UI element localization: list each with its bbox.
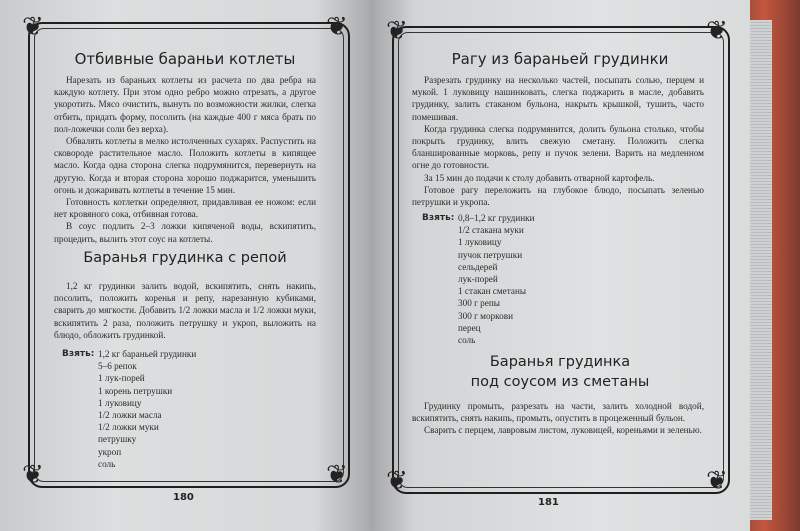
paragraph: Готовое рагу переложить на глубокое блюдо, посыпать зеленью петрушки и укропа. xyxy=(412,184,704,208)
corner-ornament-icon: ❦ xyxy=(326,12,348,42)
ingredients-label: Взять: xyxy=(62,349,95,359)
ingredient-item: 1,2 кг бараньей грудинки xyxy=(98,349,197,359)
ingredients-block xyxy=(62,348,282,488)
recipe-title: Баранья грудинка с репой xyxy=(83,250,287,266)
recipe-title: Отбивные бараньи котлеты xyxy=(74,50,296,68)
ingredient-item: перец xyxy=(458,322,481,333)
ingredient-item: 0,8–1,2 кг грудинки xyxy=(458,213,535,223)
recipe-text xyxy=(412,74,704,208)
ingredient-item: 5–6 репок xyxy=(98,361,137,372)
recipe-title-line: Баранья грудинка xyxy=(489,354,631,370)
ingredient-item: лук-порей xyxy=(458,274,498,285)
page-number: 180 xyxy=(173,492,194,503)
ingredients-label: Взять: xyxy=(422,213,455,223)
ingredient-item: 1 корень петрушки xyxy=(98,385,173,396)
paragraph: Обвалять котлеты в мелко истолченных сухарях. Распустить на сковороде растительное масло. Положить котлеты в кипящее масло. Когда одна сторона слегка подрумянится, перевернуть на другую. Когда и вторая сторона хорошо поджарится, уменьшить огонь и дожаривать котлеты в течение 15 мин. xyxy=(54,136,316,195)
ingredient-item: петрушку xyxy=(98,434,137,445)
left-page xyxy=(0,0,370,531)
corner-ornament-icon: ❦ xyxy=(326,460,348,490)
paragraph: Когда грудинка слегка подрумянится, долить бульона столько, чтобы покрыть грудинку, влить свежую сметану. Положить слегка бланшированные морковь, репу и пучок зелени. Варить на медленном огне до готовности. xyxy=(412,123,704,171)
ingredient-item: 300 г моркови xyxy=(458,310,513,321)
ingredient-item: 1 лук-порей xyxy=(98,373,145,384)
paragraph: Разрезать грудинку на несколько частей, посыпать солью, перцем и мукой. 1 луковицу нашинковать, слегка поджарить в масле, добавить грудинку, залить стаканом бульона, накрыть крышкой, тушить, часто помешивая. xyxy=(412,75,704,122)
ingredients-list xyxy=(98,348,196,470)
ingredient-item: сельдерей xyxy=(458,261,498,272)
paragraph: В соус подлить 2–3 ложки кипяченой воды, вскипятить, процедить, вылить этот соус на котлеты. xyxy=(54,221,316,244)
ingredient-item: 1 стакан сметаны xyxy=(458,286,527,297)
ingredient-item: соль xyxy=(458,335,476,346)
corner-ornament-icon: ❦ xyxy=(386,16,408,46)
ingredient-item: 1/2 ложки масла xyxy=(98,410,162,421)
recipe-title: Рагу из бараньей грудинки xyxy=(451,50,669,68)
paragraph: Грудинку промыть, разрезать на части, залить холодной водой, вскипятить, снять накипь, промыть, опустить в процеженный бульон. xyxy=(412,401,704,424)
corner-ornament-icon: ❦ xyxy=(22,460,44,490)
paragraph: За 15 мин до подачи к столу добавить отварной картофель. xyxy=(424,172,655,183)
recipe-text xyxy=(412,400,704,437)
ingredient-item: пучок петрушки xyxy=(458,249,523,260)
ingredients-list xyxy=(458,212,535,346)
corner-ornament-icon: ❦ xyxy=(706,16,728,46)
recipe-title xyxy=(400,352,720,392)
right-page xyxy=(370,0,750,531)
ingredient-item: 1 луковицу xyxy=(98,397,142,408)
paragraph: Нарезать из бараньих котлеты из расчета по два ребра на каждую котлету. При этом одно ребро можно отрезать, а другое укоротить. Мясо очистить, вынуть по возможности жилки, слегка отбить, придать форму, посолить (на каждые 400 г мяса брать по пол-ложечки соли без верха). xyxy=(54,75,316,134)
paragraph: Готовность котлетки определяют, придавливая ее ножом: если нет кровяного сока, отбивная готова. xyxy=(54,197,316,220)
ingredient-item: укроп xyxy=(98,446,122,457)
page-number: 181 xyxy=(538,497,559,508)
ingredient-item: 300 г репы xyxy=(458,298,500,309)
ingredient-item: 1/2 стакана муки xyxy=(458,225,524,236)
ingredient-item: 1 луковицу xyxy=(458,237,502,248)
ingredient-item: 1/2 ложки муки xyxy=(98,422,159,433)
ingredients-block xyxy=(422,212,642,352)
recipe-title-line: под соусом из сметаны xyxy=(470,374,650,390)
paragraph: 1,2 кг грудинки залить водой, вскипятить, снять накипь, посолить, положить коренья и репу, нарезанную кубиками, сварить до мягкости. Добавить 1/2 ложки масла и 1/2 ложки муки, вскипятить 2 раза, положить петрушку и укроп, выложить на блюдо, обложить грудинкой. xyxy=(54,281,316,340)
corner-ornament-icon: ❦ xyxy=(22,12,44,42)
ingredient-item: соль xyxy=(98,458,116,469)
recipe-text xyxy=(54,280,316,341)
page-edges xyxy=(750,20,772,520)
recipe-text xyxy=(54,74,316,245)
corner-ornament-icon: ❦ xyxy=(386,466,408,496)
paragraph: Сварить с перцем, лавровым листом, луковицей, кореньями и зеленью. xyxy=(424,425,702,436)
corner-ornament-icon: ❦ xyxy=(706,466,728,496)
